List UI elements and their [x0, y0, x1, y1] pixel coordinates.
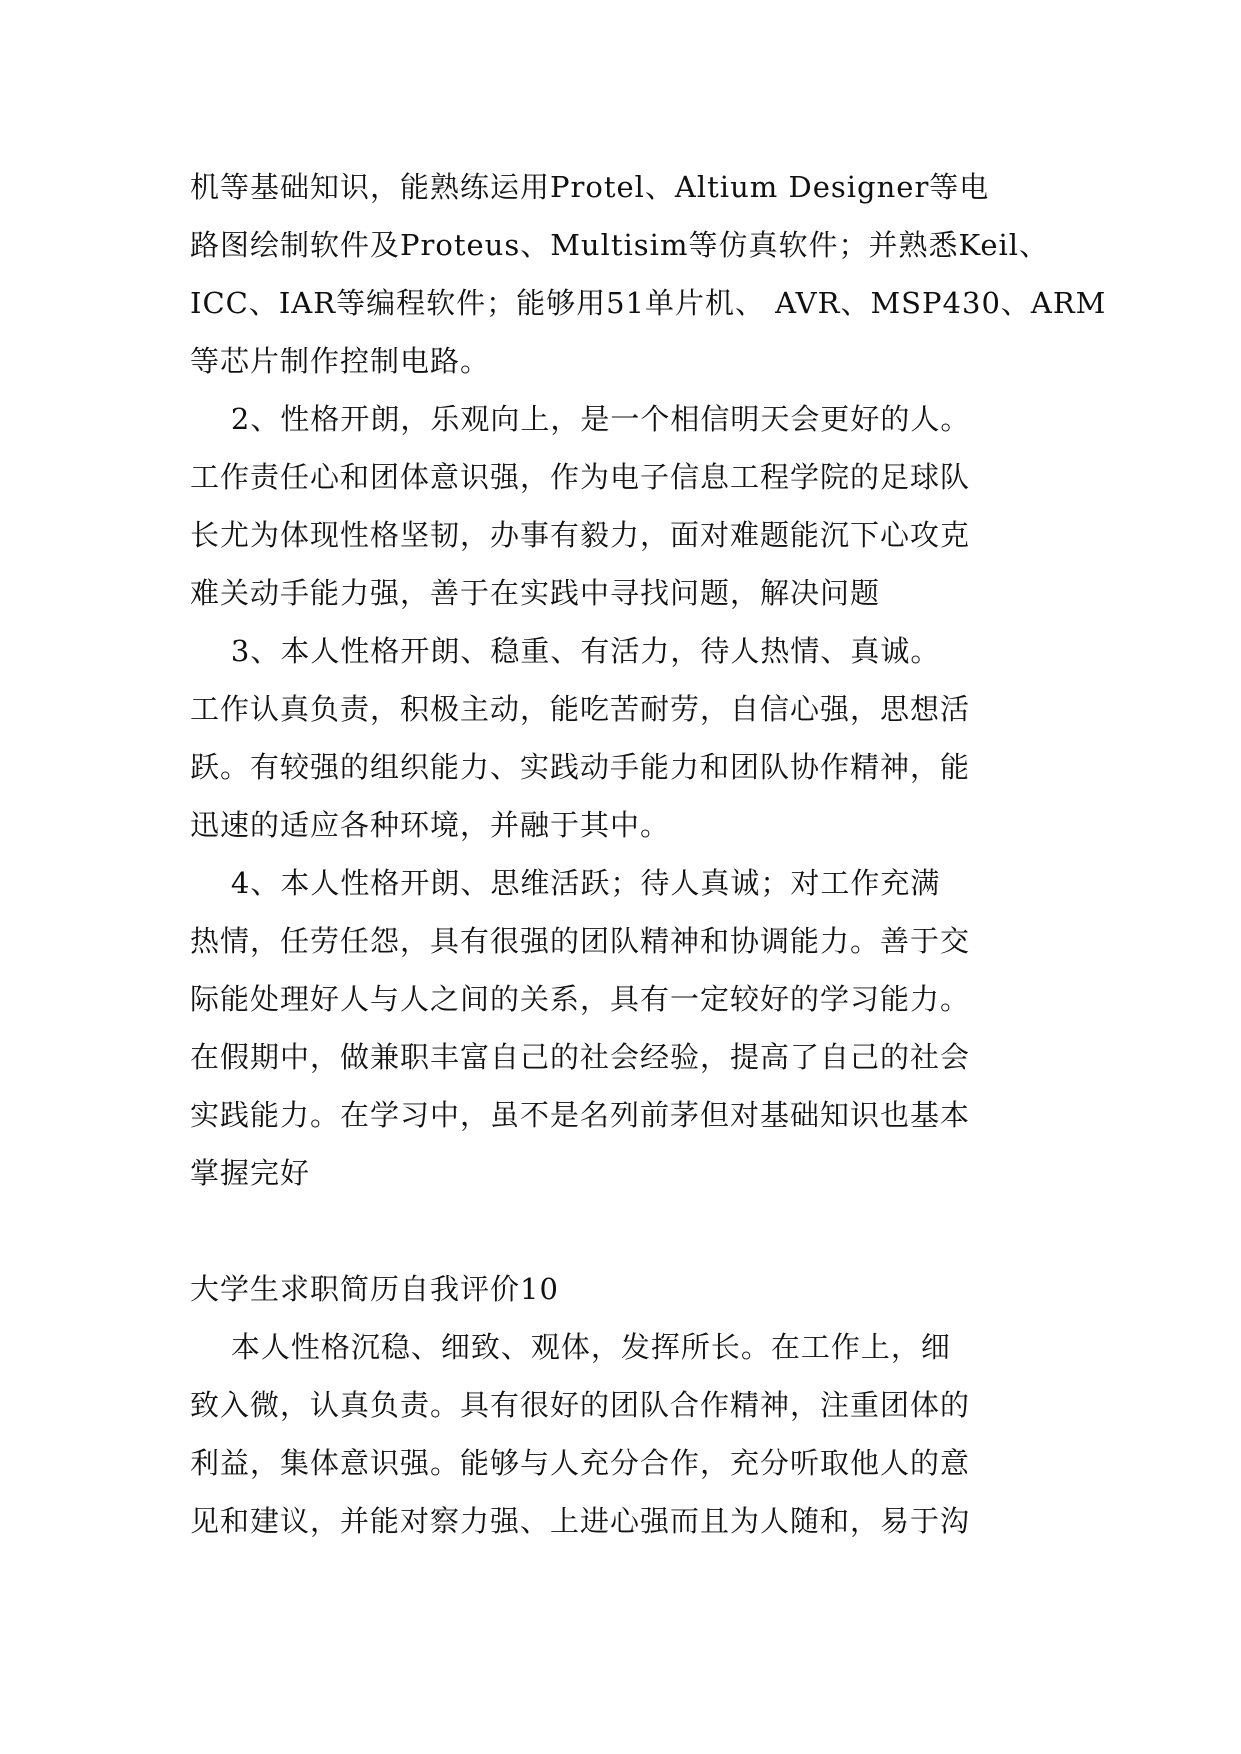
paragraph-5-line-2: 致入微，认真负责。具有很好的团队合作精神，注重团体的 [190, 1388, 971, 1422]
paragraph-4-line-5: 实践能力。在学习中，虽不是名列前茅但对基础知识也基本 [190, 1098, 971, 1132]
paragraph-1-line-3: ICC、IAR等编程软件；能够用51单片机、 AVR、MSP430、ARM [190, 286, 1107, 320]
paragraph-4-line-2: 热情，任劳任怨，具有很强的团队精神和协调能力。善于交 [190, 924, 971, 958]
paragraph-3-line-3: 跃。有较强的组织能力、实践动手能力和团队协作精神，能 [190, 750, 971, 784]
paragraph-5-line-1: 本人性格沉稳、细致、观体，发挥所长。在工作上，细 [190, 1330, 951, 1364]
paragraph-1-line-1: 机等基础知识，能熟练运用Protel、Altium Designer等电 [190, 170, 990, 204]
paragraph-4-line-3: 际能处理好人与人之间的关系，具有一定较好的学习能力。 [190, 982, 971, 1016]
paragraph-5-line-3: 利益，集体意识强。能够与人充分合作，充分听取他人的意 [190, 1446, 971, 1480]
paragraph-3-line-1: 3、本人性格开朗、稳重、有活力，待人热情、真诚。 [190, 634, 941, 668]
paragraph-4-line-4: 在假期中，做兼职丰富自己的社会经验，提高了自己的社会 [190, 1040, 971, 1074]
paragraph-2-line-1: 2、性格开朗，乐观向上，是一个相信明天会更好的人。 [190, 402, 971, 436]
paragraph-1-line-4: 等芯片制作控制电路。 [190, 344, 491, 378]
section-heading: 大学生求职简历自我评价10 [190, 1272, 559, 1306]
paragraph-4-line-1: 4、本人性格开朗、思维活跃；待人真诚；对工作充满 [190, 866, 941, 900]
paragraph-3-line-2: 工作认真负责，积极主动，能吃苦耐劳，自信心强，思想活 [190, 692, 971, 726]
paragraph-4-line-6: 掌握完好 [190, 1156, 311, 1190]
paragraph-2-line-3: 长尤为体现性格坚韧，办事有毅力，面对难题能沉下心攻克 [190, 518, 971, 552]
paragraph-3-line-4: 迅速的适应各种环境，并融于其中。 [190, 808, 671, 842]
paragraph-2-line-2: 工作责任心和团体意识强，作为电子信息工程学院的足球队 [190, 460, 971, 494]
paragraph-5-line-4: 见和建议，并能对察力强、上进心强而且为人随和，易于沟 [190, 1504, 971, 1538]
paragraph-1-line-2: 路图绘制软件及Proteus、Multisim等仿真软件；并熟悉Keil、 [190, 228, 1050, 262]
paragraph-2-line-4: 难关动手能力强，善于在实践中寻找问题，解决问题 [190, 576, 881, 610]
